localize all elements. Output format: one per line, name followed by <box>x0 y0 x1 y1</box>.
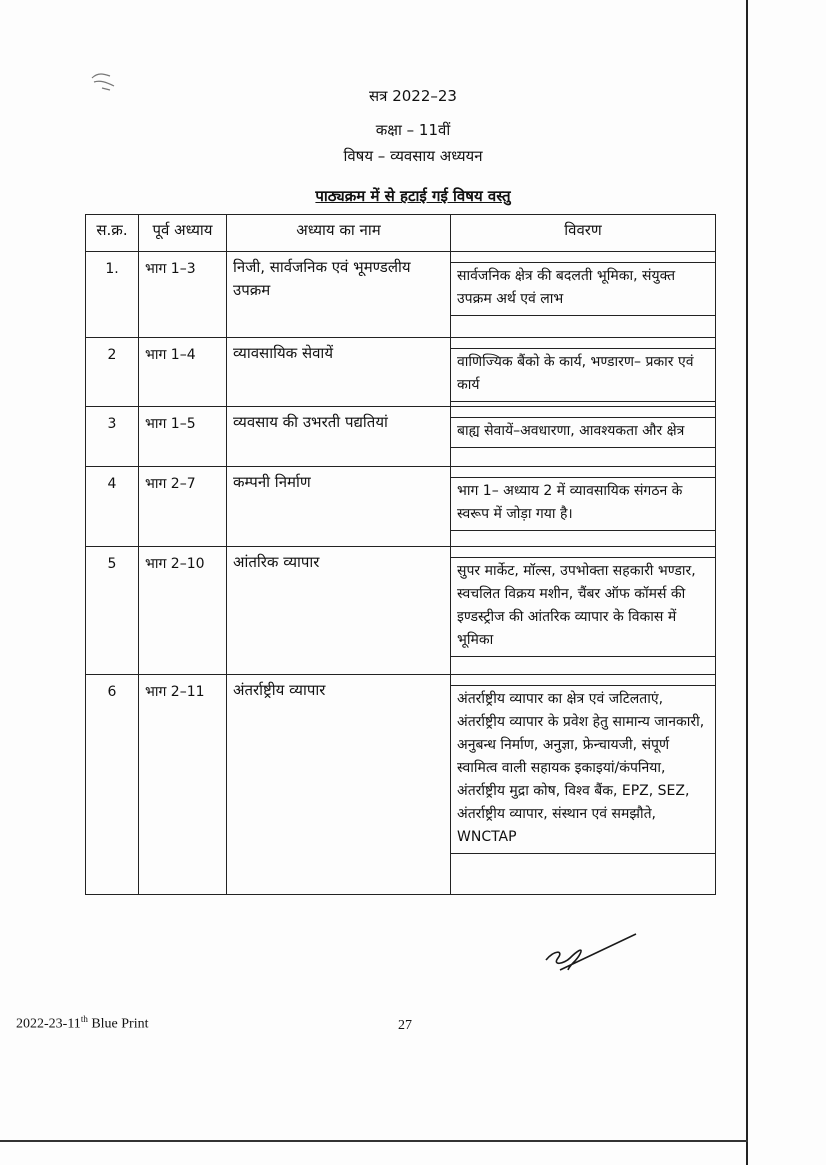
row-details-cell <box>451 338 716 407</box>
signature-image <box>540 920 640 980</box>
row-details-cell <box>451 547 716 675</box>
col-header-chapter-name: अध्याय का नाम <box>227 215 451 252</box>
col-header-sno: स.क्र. <box>86 215 139 252</box>
row-sno: 5 <box>86 547 139 675</box>
syllabus-table <box>85 214 716 895</box>
footer-blueprint-label <box>16 1014 149 1033</box>
row-details-cell <box>451 407 716 467</box>
table-row <box>86 407 716 467</box>
row-chapter-name: व्यवसाय की उभरती पद्यतियां <box>227 407 451 467</box>
row-details: भाग 1– अध्याय 2 में व्यावसायिक संगठन के स्वरूप में जोड़ा गया है। <box>451 477 715 531</box>
row-previous-chapter: भाग 2–7 <box>139 467 227 547</box>
row-sno: 1. <box>86 252 139 338</box>
table-row <box>86 547 716 675</box>
row-details: वाणिज्यिक बैंको के कार्य, भण्डारण– प्रकार एवं कार्य <box>451 348 715 402</box>
footer-year: 2022-23-11 <box>16 1016 81 1032</box>
row-details-cell <box>451 675 716 895</box>
row-chapter-name: व्यावसायिक सेवायें <box>227 338 451 407</box>
footer-blueprint-text: Blue Print <box>87 1016 149 1032</box>
row-details-cell <box>451 467 716 547</box>
row-chapter-name: अंतर्राष्ट्रीय व्यापार <box>227 675 451 895</box>
row-chapter-name: आंतरिक व्यापार <box>227 547 451 675</box>
page-title-text: पाठ्यक्रम में से हटाई गई विषय वस्तु <box>315 187 511 205</box>
subject-label: विषय – व्यवसाय अध्ययन <box>343 147 483 165</box>
table-header-row <box>86 215 716 252</box>
session-year: सत्र 2022–23 <box>369 87 457 105</box>
row-sno: 6 <box>86 675 139 895</box>
row-details: सार्वजनिक क्षेत्र की बदलती भूमिका, संयुक्त उपक्रम अर्थ एवं लाभ <box>451 262 715 316</box>
class-label: कक्षा – 11वीं <box>375 121 451 139</box>
row-previous-chapter: भाग 1–4 <box>139 338 227 407</box>
col-header-previous-chapter: पूर्व अध्याय <box>139 215 227 252</box>
row-details: सुपर मार्केट, मॉल्स, उपभोक्ता सहकारी भण्डार, स्वचलित विक्रय मशीन, चैंबर ऑफ कॉमर्स की इण्डस्ट्रीज की आंतरिक व्यापार के विकास में भूमिका <box>451 557 715 657</box>
row-previous-chapter: भाग 1–5 <box>139 407 227 467</box>
footer-superscript: th <box>80 1014 88 1024</box>
row-details: बाह्य सेवायें–अवधारणा, आवश्यकता और क्षेत्र <box>451 417 715 448</box>
row-previous-chapter: भाग 2–11 <box>139 675 227 895</box>
page-edge-right <box>746 0 748 1165</box>
row-previous-chapter: भाग 2–10 <box>139 547 227 675</box>
row-chapter-name: कम्पनी निर्माण <box>227 467 451 547</box>
table-row <box>86 675 716 895</box>
row-details: अंतर्राष्ट्रीय व्यापार का क्षेत्र एवं जटिलताएं, अंतर्राष्ट्रीय व्यापार के प्रवेश हेतु सामान्य जानकारी, अनुबन्ध निर्माण, अनुज्ञा, फ्रेन्चायजी, संपूर्ण स्वामित्व वाली सहायक इकाइयां/कंपनिया, अंतर्राष्ट्रीय मुद्रा कोष, विश्व बैंक, EPZ, SEZ, अंतर्राष्ट्रीय व्यापार, संस्थान एवं समझौते, WNCTAP <box>451 685 715 854</box>
col-header-details: विवरण <box>451 215 716 252</box>
table-row <box>86 467 716 547</box>
row-sno: 3 <box>86 407 139 467</box>
page-title <box>0 186 826 206</box>
table-row <box>86 338 716 407</box>
page-edge-bottom <box>0 1140 748 1142</box>
row-chapter-name: निजी, सार्वजनिक एवं भूमण्डलीय उपक्रम <box>227 252 451 338</box>
page-number: 27 <box>398 1018 412 1033</box>
table-row <box>86 252 716 338</box>
row-details-cell <box>451 252 716 338</box>
row-sno: 2 <box>86 338 139 407</box>
row-sno: 4 <box>86 467 139 547</box>
row-previous-chapter: भाग 1–3 <box>139 252 227 338</box>
